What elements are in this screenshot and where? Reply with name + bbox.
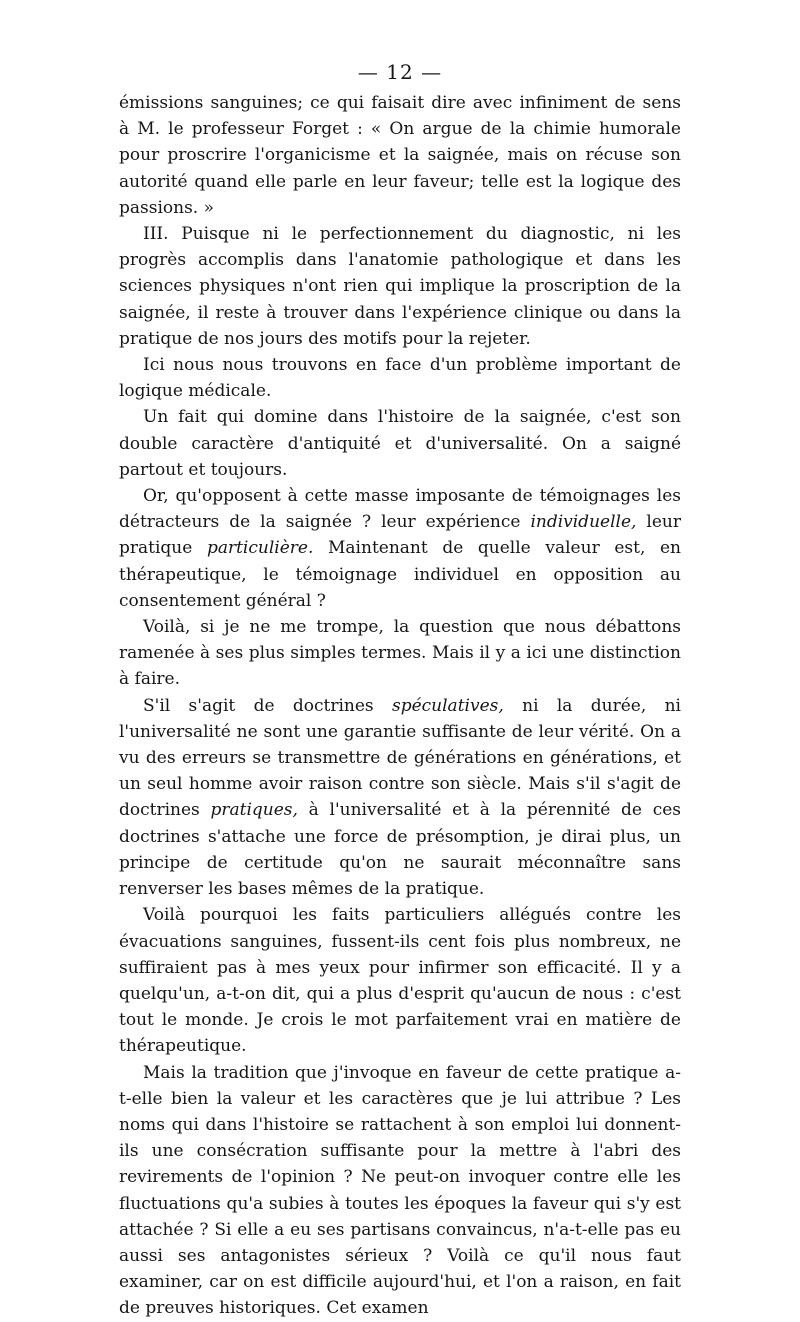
text-run: Mais la tradition que j'invoque en faveur de cette pratique a-t-elle bien la valeur et les caractères que je lui attribue ? Les noms qui dans l'histoire se rattachent à son emploi lui donnent-ils une consécration suffisante pour la mettre à l'abri des revirements de l'opinion ? Ne peut-on invoquer contre elle les fluctuations qu'a subies à toutes les époques la faveur qui s'y est attachée ? Si elle a eu ses partisans convaincus, n'a-t-elle pas eu aussi ses antagonistes sérieux ? Voilà ce qu'il nous faut examiner, car on est difficile aujourd'hui, et l'on a raison, en fait de preuves historiques. Cet examen — [119, 1062, 681, 1319]
text-run: Ici nous nous trouvons en face d'un problème important de logique médicale. — [119, 355, 681, 402]
paragraph — [119, 1060, 681, 1322]
paragraph — [119, 352, 681, 404]
text-run: III. Puisque ni le perfectionnement du diagnostic, ni les progrès accomplis dans l'anatomie pathologique et dans les sciences physiques n'ont rien qui implique la proscription de la saignée, il reste à trouver dans l'expérience clinique ou dans la pratique de nos jours des motifs pour la rejeter. — [119, 224, 681, 349]
paragraph — [119, 483, 681, 614]
italic-text: individuelle, — [530, 512, 637, 533]
text-run: Or, qu'opposent à cette masse imposante de témoignages les détracteurs de la saignée ? leur expérience — [119, 486, 681, 533]
body-text — [119, 90, 681, 1322]
book-page — [119, 58, 681, 1322]
text-run: Voilà pourquoi les faits particuliers allégués contre les évacuations sanguines, fussent-ils cent fois plus nombreux, ne suffiraient pas à mes yeux pour infirmer son efficacité. Il y a quelqu'un, a-t-on dit, qui a plus d'esprit qu'aucun de nous : c'est tout le monde. Je crois le mot parfaitement vrai en matière de thérapeutique. — [119, 905, 681, 1057]
italic-text: pratiques, — [210, 800, 298, 821]
text-run: Maintenant de quelle valeur est, en thérapeutique, le témoignage individuel en opposition au consentement général ? — [119, 538, 681, 611]
paragraph — [119, 90, 681, 221]
paragraph — [119, 404, 681, 483]
paragraph — [119, 614, 681, 693]
text-run: S'il s'agit de doctrines — [143, 695, 392, 716]
text-run: Voilà, si je ne me trompe, la question que nous débattons ramenée à ses plus simples termes. Mais il y a ici une distinction à faire. — [119, 617, 681, 690]
italic-text: particulière. — [206, 538, 314, 559]
text-run: Un fait qui domine dans l'histoire de la saignée, c'est son double caractère d'antiquité et d'universalité. On a saigné partout et toujours. — [119, 407, 681, 480]
paragraph — [119, 902, 681, 1059]
text-run: émissions sanguines; ce qui faisait dire avec infiniment de sens à M. le professeur Forget : « On argue de la chimie humorale pour proscrire l'organicisme et la saignée, mais on récuse son autorité quand elle parle en leur faveur; telle est la logique des passions. » — [119, 93, 681, 218]
text-run: leur pratique — [119, 512, 681, 559]
page-number: — 12 — — [357, 60, 443, 84]
text-run: à l'universalité et à la pérennité de ces doctrines s'attache une force de présomption, je dirai plus, un principe de certitude qu'on ne saurait méconnaître sans renverser les bases mêmes de la pratique. — [119, 800, 681, 900]
paragraph — [119, 693, 681, 903]
paragraph — [119, 221, 681, 352]
text-run: ni la durée, ni l'universalité ne sont une garantie suffisante de leur vérité. On a vu des erreurs se transmettre de générations en générations, et un seul homme avoir raison contre son siècle. Mais s'il s'agit de doctrines — [119, 695, 681, 821]
italic-text: spéculatives, — [391, 695, 504, 716]
